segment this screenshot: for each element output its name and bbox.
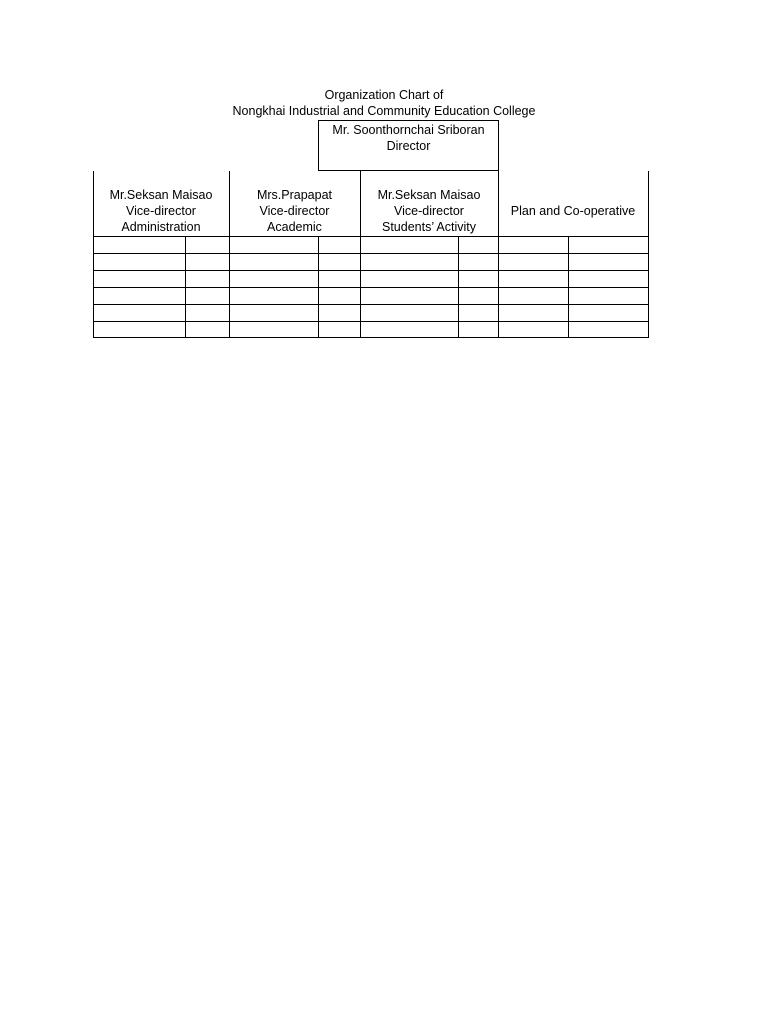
chart-title: Organization Chart of — [324, 88, 444, 102]
grid-row-line — [93, 270, 649, 271]
dept-role: Vice-director — [126, 204, 196, 218]
director-box — [318, 120, 499, 171]
dept-administration — [93, 187, 229, 235]
grid-row-line — [93, 287, 649, 288]
dept-role: Vice-director — [259, 204, 330, 218]
grid-row-line — [93, 304, 649, 305]
college-name: Nongkhai Industrial and Community Education College — [232, 104, 536, 118]
dept-name: Mr.Seksan Maisao — [109, 188, 213, 202]
director-name: Mr. Soonthornchai Sriboran — [332, 123, 485, 137]
dept-role: Vice-director — [394, 204, 464, 218]
dept-students-activity — [360, 187, 498, 235]
director-role: Director — [386, 139, 431, 153]
grid-line-right — [648, 171, 649, 338]
grid-row-line — [93, 337, 649, 338]
dept-area: Academic — [267, 220, 322, 234]
dept-name: Mrs.Prapapat — [256, 188, 333, 202]
grid-row-line — [93, 253, 649, 254]
grid-row-line — [93, 321, 649, 322]
dept-area: Administration — [121, 220, 201, 234]
dept-area: Students’ Activity — [381, 220, 477, 234]
dept-plan-cooperative: Plan and Co-operative — [510, 204, 636, 218]
dept-name: Mr.Seksan Maisao — [377, 188, 481, 202]
grid-row-line — [93, 236, 649, 237]
dept-academic — [229, 187, 360, 235]
grid-line-dept-3 — [498, 171, 499, 338]
